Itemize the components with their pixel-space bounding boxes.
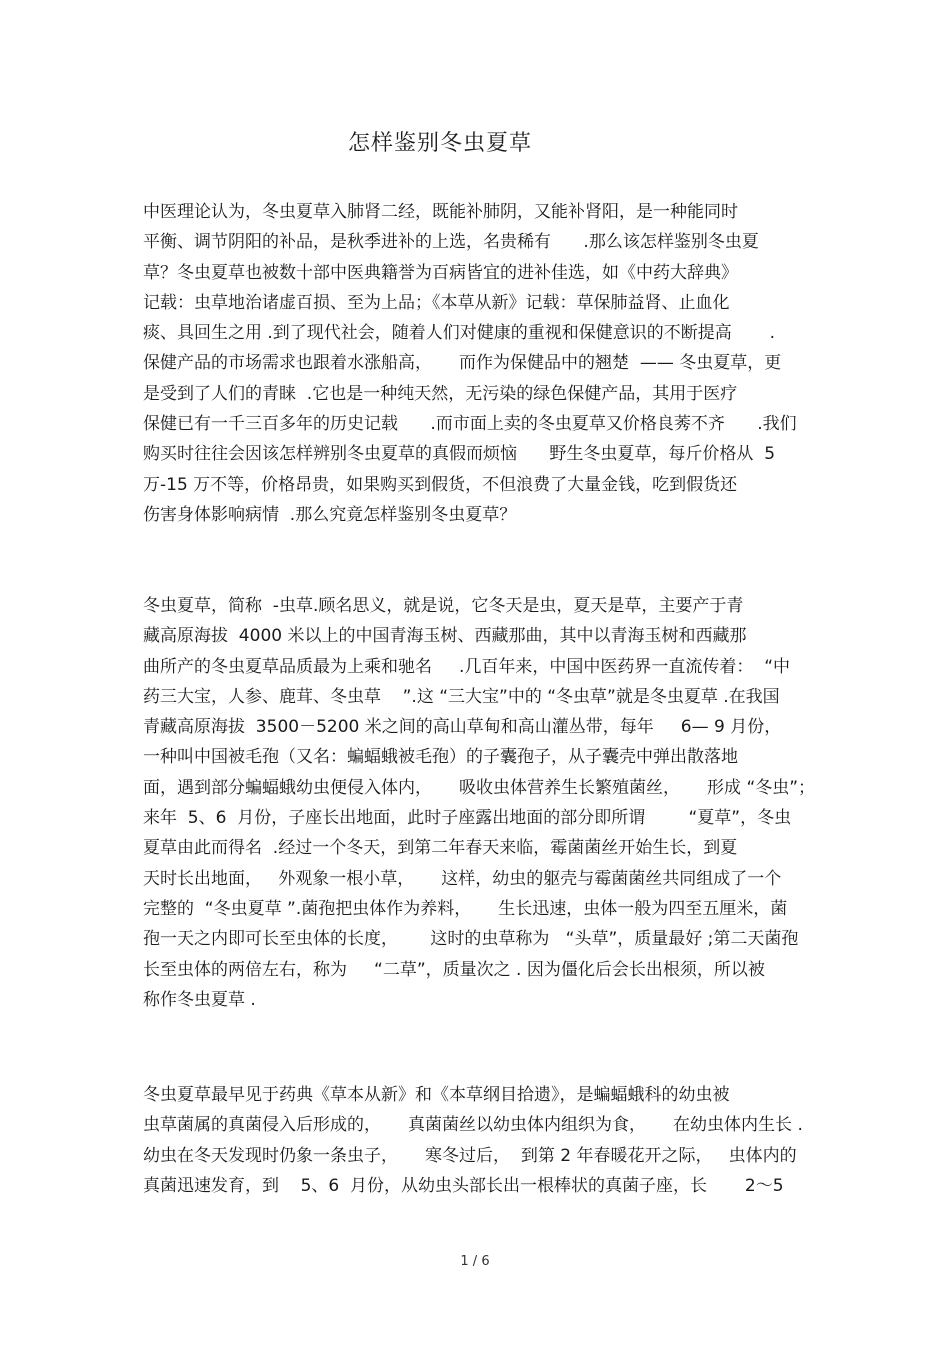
text-line: 真菌迅速发育，到 5、6 月份，从幼虫头部长出一根棒状的真菌子座，长 2～5 (143, 1175, 784, 1196)
text-line: 药三大宝，人参、鹿茸、冬虫草 ”.这 “三大宝”中的 “冬虫草”就是冬虫夏草 .在我国 (143, 686, 780, 707)
text-line: 面，遇到部分蝙蝠蛾幼虫便侵入体内， 吸收虫体营养生长繁殖菌丝， 形成 “冬虫”； (143, 777, 816, 798)
paragraph-3 (143, 1080, 823, 1201)
document-title: 怎样鉴别冬虫夏草 (347, 131, 532, 156)
text-line: 完整的 “冬虫夏草 ”.菌孢把虫体作为养料， 生长迅速，虫体一般为四至五厘米，菌 (143, 898, 788, 919)
text-line: 冬虫夏草，简称 -虫草.顾名思义，就是说，它冬天是虫，夏天是草，主要产于青 (143, 596, 744, 616)
text-line: 痰、具回生之用 .到了现代社会，随着人们对健康的重视和保健意识的不断提高 . (143, 323, 776, 344)
text-line: 保健产品的市场需求也跟着水涨船高， 而作为保健品中的翘楚 —— 冬虫夏草，更 (143, 353, 782, 374)
text-line: 是受到了人们的青睐 .它也是一种纯天然，无污染的绿色保健产品，其用于医疗 (143, 383, 738, 404)
text-line: 孢一天之内即可长至虫体的长度， 这时的虫草称为 “头草”，质量最好 ;第二天菌孢 (143, 929, 799, 950)
text-line: 伤害身体影响病情 .那么究竟怎样鉴别冬虫夏草？ (143, 504, 517, 525)
text-line: 青藏高原海拔 3500－5200 米之间的高山草甸和高山灌丛带，每年 6— 9 月份， (143, 717, 782, 738)
page-number: 1 / 6 (460, 1254, 490, 1269)
text-line: 冬虫夏草最早见于药典《草本从新》和《本草纲目拾遗》，是蝙蝠蛾科的幼虫被 (143, 1085, 730, 1105)
text-line: 平衡、调节阴阳的补品，是秋季进补的上选，名贵稀有 .那么该怎样鉴别冬虫夏 (143, 232, 759, 253)
text-line: 来年 5、6 月份，子座长出地面，此时子座露出地面的部分即所谓 “夏草”，冬虫 (143, 808, 792, 829)
text-line: 保健已有一千三百多年的历史记载 .而市面上卖的冬虫夏草又价格良莠不齐 .我们 (143, 414, 797, 435)
text-line: 草？冬虫夏草也被数十部中医典籍誉为百病皆宜的进补佳选，如《中药大辞典》 (143, 262, 738, 283)
text-line: 夏草由此而得名 .经过一个冬天，到第二年春天来临，霉菌菌丝开始生长，到夏 (143, 838, 738, 859)
paragraph-1 (143, 197, 823, 530)
text-line: 万-15 万不等，价格昂贵，如果购买到假货，不但浪费了大量金钱，吃到假货还 (143, 474, 738, 495)
text-line: 虫草菌属的真菌侵入后形成的， 真菌菌丝以幼虫体内组织为食， 在幼虫体内生长 . (143, 1115, 803, 1136)
text-line: 幼虫在冬天发现时仍象一条虫子， 寒冬过后， 到第 2 年春暖花开之际， 虫体内的 (143, 1145, 797, 1166)
text-line: 一种叫中国被毛孢（又名：蝙蝠蛾被毛孢）的子囊孢子，从子囊壳中弹出散落地 (143, 747, 738, 768)
text-line: 中医理论认为，冬虫夏草入肺肾二经，既能补肺阴，又能补肾阳，是一种能同时 (143, 202, 738, 222)
paragraph-2 (143, 591, 823, 1015)
text-line: 藏高原海拔 4000 米以上的中国青海玉树、西藏那曲，其中以青海玉树和西藏那 (143, 626, 747, 647)
text-line: 称作冬虫夏草 . (143, 989, 256, 1010)
text-line: 曲所产的冬虫夏草品质最为上乘和驰名 .几百年来，中国中医药界一直流传着： “中 (143, 656, 791, 677)
text-line: 记载：虫草地治诸虚百损、至为上品；《本草从新》记载：草保肺益肾、止血化 (143, 292, 730, 313)
text-line: 购买时往往会因该怎样辨别冬虫夏草的真假而烦恼 野生冬虫夏草，每斤价格从 5 (143, 444, 776, 465)
text-line: 天时长出地面， 外观象一根小草， 这样，幼虫的躯壳与霉菌菌丝共同组成了一个 (143, 868, 782, 889)
text-line: 长至虫体的两倍左右，称为 “二草”，质量次之 . 因为僵化后会长出根须，所以被 (143, 959, 765, 980)
